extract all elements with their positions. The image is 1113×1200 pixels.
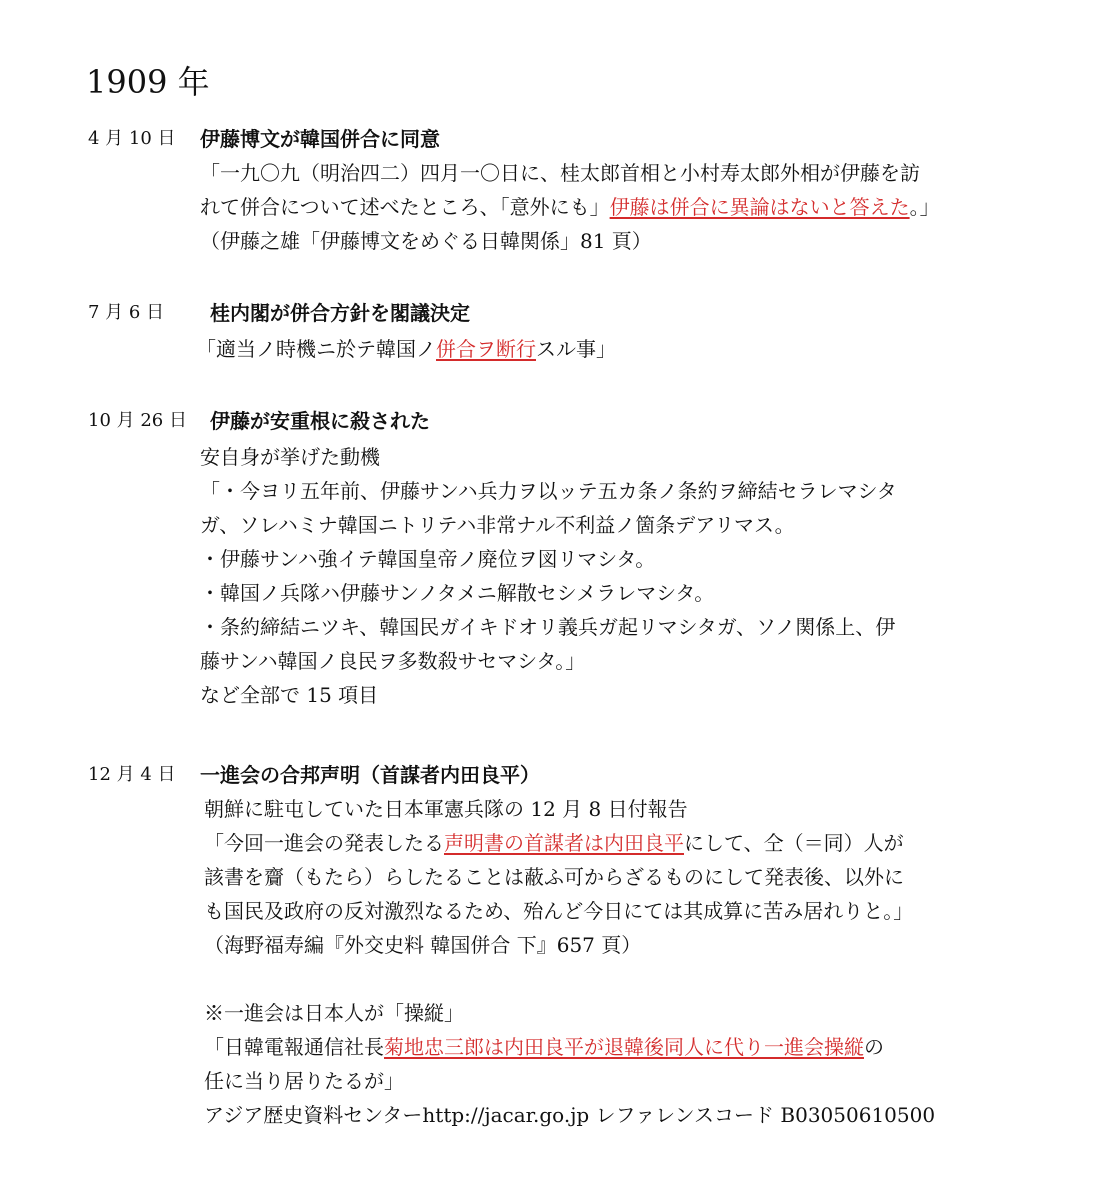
body-line <box>204 1098 974 1132</box>
body-text: ガ、ソレハミナ韓国ニトリテハ非常ナル不利益ノ箇条デアリマス。 <box>200 513 795 537</box>
body-line <box>204 792 974 826</box>
highlighted-text: 併合ヲ断行 <box>436 337 536 361</box>
entry-heading: 伊藤が安重根に殺された <box>210 409 430 433</box>
body-line <box>200 190 970 224</box>
body-text: ・伊藤サンハ強イテ韓国皇帝ノ廃位ヲ図リマシタ。 <box>200 547 656 571</box>
body-text: ※一進会は日本人が「操縦」 <box>204 1001 464 1025</box>
body-text: 。」 <box>909 195 940 219</box>
highlighted-text: 菊地忠三郎は内田良平が退韓後同人に代り一進会操縦 <box>384 1035 864 1059</box>
body-line <box>200 644 970 678</box>
entry-date: 7 月 6 日 <box>88 302 165 323</box>
body-text: も国民及政府の反対激烈なるため、殆んど今日にては其成算に苦み居れりと。」 <box>204 899 914 923</box>
body-text: アジア歴史資料センターhttp://jacar.go.jp レファレンスコード B03050610500 <box>204 1103 936 1127</box>
entry-date: 10 月 26 日 <box>88 410 187 431</box>
entry-body <box>200 156 970 258</box>
body-line <box>204 894 974 928</box>
body-text: 「適当ノ時機ニ於テ韓国ノ <box>196 337 436 361</box>
body-text: 任に当り居りたるが」 <box>204 1069 404 1093</box>
body-line <box>200 156 970 190</box>
body-text: 朝鮮に駐屯していた日本軍憲兵隊の 12 月 8 日付報告 <box>204 797 688 821</box>
body-line <box>200 474 970 508</box>
entry-heading: 桂内閣が併合方針を閣議決定 <box>210 301 470 325</box>
body-line <box>196 332 966 366</box>
entry-body <box>200 440 970 712</box>
body-line <box>200 224 970 258</box>
body-text: など全部で 15 項目 <box>200 683 379 707</box>
body-line <box>200 542 970 576</box>
entry-date: 12 月 4 日 <box>88 764 176 785</box>
body-text: にして、仝（＝同）人が <box>684 831 904 855</box>
body-text: ・条約締結ニツキ、韓国民ガイキドオリ義兵ガ起リマシタガ、ソノ関係上、伊 <box>200 615 896 639</box>
body-text: （海野福寿編『外交史料 韓国併合 下』657 頁） <box>204 933 642 957</box>
body-line <box>200 440 970 474</box>
body-text: （伊藤之雄「伊藤博文をめぐる日韓関係」81 頁） <box>200 229 652 253</box>
body-line <box>204 1030 974 1064</box>
body-line <box>204 1064 974 1098</box>
body-text: 該書を齎（もたら）らしたることは蔽ふ可からざるものにして発表後、以外に <box>204 865 904 889</box>
entry-body <box>196 332 966 366</box>
body-line <box>200 678 970 712</box>
entry-date: 4 月 10 日 <box>88 128 176 149</box>
body-line <box>204 962 974 996</box>
body-text: れて併合について述べたところ、「意外にも」 <box>200 195 610 219</box>
body-line <box>200 508 970 542</box>
body-text: の <box>864 1035 884 1059</box>
body-text: 「日韓電報通信社長 <box>204 1035 384 1059</box>
body-text: ・韓国ノ兵隊ハ伊藤サンノタメニ解散セシメラレマシタ。 <box>200 581 715 605</box>
body-text: 安自身が挙げた動機 <box>200 445 380 469</box>
entry-heading: 一進会の合邦声明（首謀者内田良平） <box>200 763 540 787</box>
body-line <box>204 996 974 1030</box>
year-heading: 1909 年 <box>86 63 210 101</box>
body-text: 藤サンハ韓国ノ良民ヲ多数殺サセマシタ。」 <box>200 649 586 673</box>
body-line <box>204 928 974 962</box>
body-text: 「今回一進会の発表したる <box>204 831 444 855</box>
body-text: 「一九〇九（明治四二）四月一〇日に、桂太郎首相と小村寿太郎外相が伊藤を訪 <box>200 161 920 185</box>
entry-body <box>204 792 974 1132</box>
body-line <box>200 576 970 610</box>
body-line <box>204 826 974 860</box>
body-line <box>204 860 974 894</box>
body-text: スル事」 <box>536 337 616 361</box>
entry-heading: 伊藤博文が韓国併合に同意 <box>200 127 440 151</box>
highlighted-text: 伊藤は併合に異論はないと答えた <box>609 195 910 219</box>
highlighted-text: 声明書の首謀者は内田良平 <box>444 831 684 855</box>
body-line <box>200 610 970 644</box>
body-text: 「・今ヨリ五年前、伊藤サンハ兵力ヲ以ッテ五カ条ノ条約ヲ締結セラレマシタ <box>200 479 897 503</box>
